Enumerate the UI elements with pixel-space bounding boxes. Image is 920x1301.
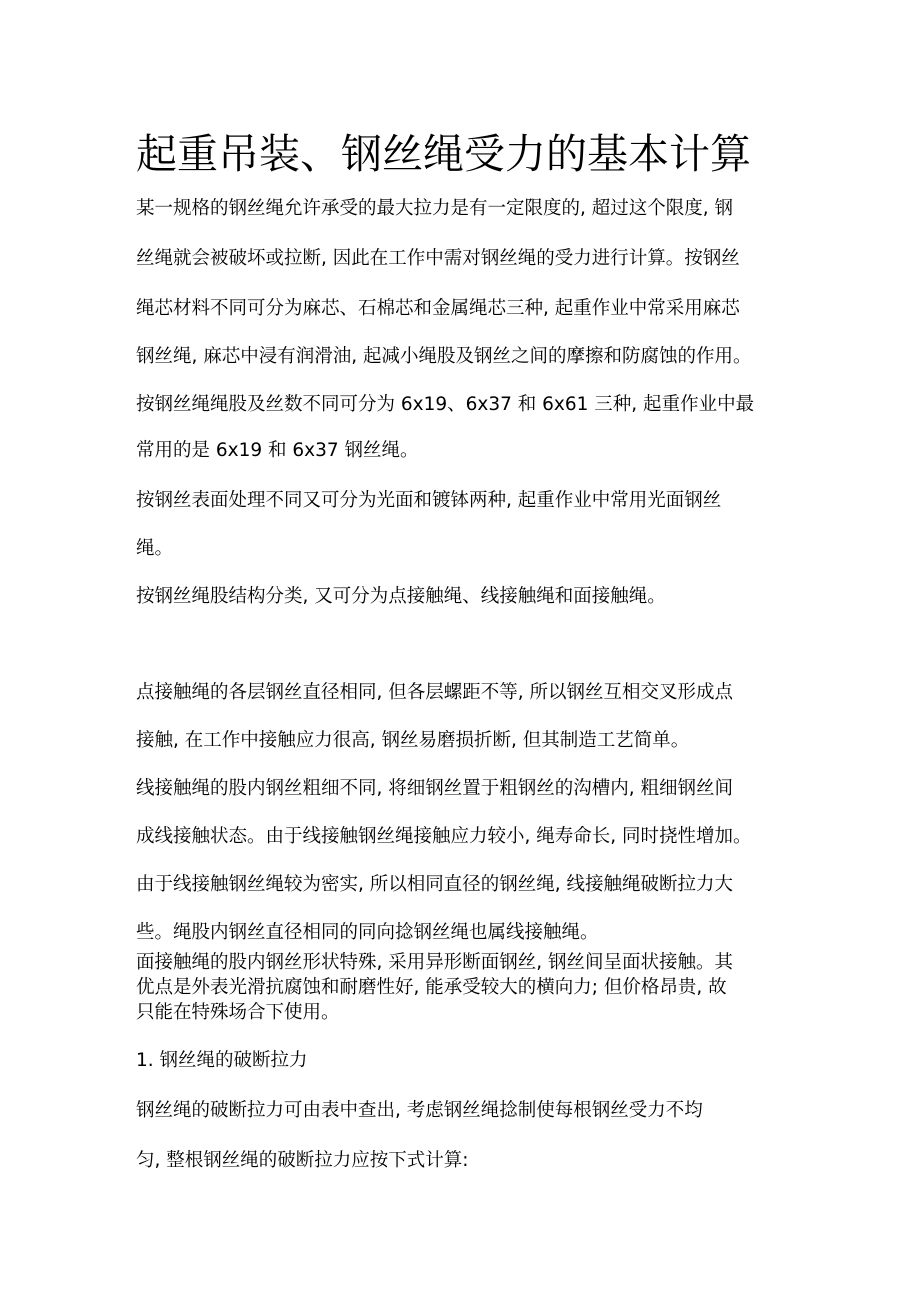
paragraph-line: 绳芯材料不同可分为麻芯、石棉芯和金属绳芯三种, 起重作业中常采用麻芯 [136, 298, 740, 319]
page-title: 起重吊装、钢丝绳受力的基本计算 [136, 130, 751, 178]
paragraph-line: 常用的是 6x19 和 6x37 钢丝绳。 [136, 440, 419, 461]
paragraph-line: 按钢丝绳股结构分类, 又可分为点接触绳、线接触绳和面接触绳。 [136, 586, 666, 607]
paragraph-line: 匀, 整根钢丝绳的破断拉力应按下式计算: [136, 1150, 469, 1171]
paragraph-line: 钢丝绳, 麻芯中浸有润滑油, 起减小绳股及钢丝之间的摩擦和防腐蚀的作用。 [136, 346, 752, 367]
paragraph-line: 接触, 在工作中接触应力很高, 钢丝易磨损折断, 但其制造工艺简单。 [136, 730, 690, 751]
paragraph-line: 成线接触状态。由于线接触钢丝绳接触应力较小, 绳寿命长, 同时挠性增加。 [136, 826, 752, 847]
paragraph-line: 只能在特殊场合下使用。 [136, 1002, 340, 1023]
paragraph-line: 某一规格的钢丝绳允许承受的最大拉力是有一定限度的, 超过这个限度, 钢 [136, 198, 734, 219]
section-heading: 1. 钢丝绳的破断拉力 [136, 1050, 308, 1071]
paragraph-line: 钢丝绳的破断拉力可由表中查出, 考虑钢丝绳捻制使每根钢丝受力不均 [136, 1100, 703, 1121]
paragraph-line: 些。绳股内钢丝直径相同的同向捻钢丝绳也属线接触绳。 [136, 922, 599, 943]
paragraph-line: 绳。 [136, 538, 174, 559]
paragraph-line: 丝绳就会被破坏或拉断, 因此在工作中需对钢丝绳的受力进行计算。按钢丝 [136, 248, 740, 269]
paragraph-line: 面接触绳的股内钢丝形状特殊, 采用异形断面钢丝, 钢丝间呈面状接触。其 [136, 952, 734, 973]
paragraph-line: 点接触绳的各层钢丝直径相同, 但各层螺距不等, 所以钢丝互相交叉形成点 [136, 682, 734, 703]
paragraph-line: 按钢丝绳绳股及丝数不同可分为 6x19、6x37 和 6x61 三种, 起重作业中最 [136, 394, 755, 415]
paragraph-line: 由于线接触钢丝绳较为密实, 所以相同直径的钢丝绳, 线接触绳破断拉力大 [136, 874, 734, 895]
paragraph-line: 优点是外表光滑抗腐蚀和耐磨性好, 能承受较大的横向力; 但价格昂贵, 故 [136, 977, 727, 998]
paragraph-line: 按钢丝表面处理不同又可分为光面和镀钵两种, 起重作业中常用光面钢丝 [136, 490, 722, 511]
paragraph-line: 线接触绳的股内钢丝粗细不同, 将细钢丝置于粗钢丝的沟槽内, 粗细钢丝间 [136, 778, 734, 799]
